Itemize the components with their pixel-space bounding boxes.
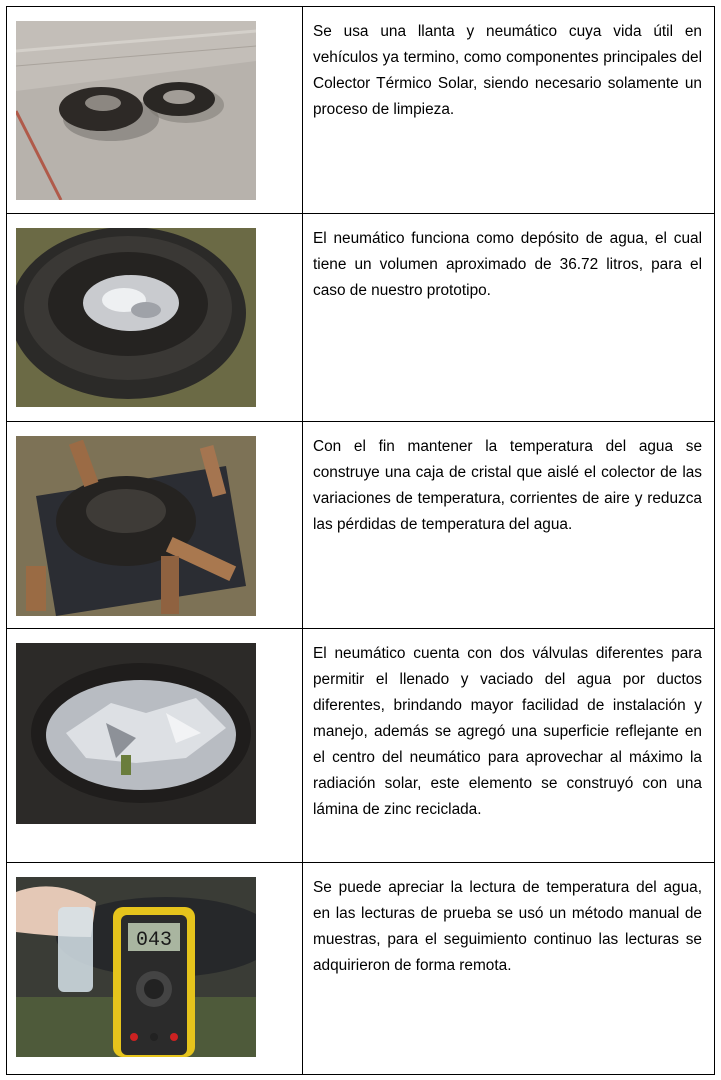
- rim-and-tire-photo: [16, 21, 256, 200]
- image-cell: [7, 629, 303, 862]
- image-cell: [7, 422, 303, 628]
- tire-interior-reflector-photo: [16, 643, 256, 824]
- image-cell: [7, 863, 303, 1074]
- tire-box-frame-photo: [16, 436, 256, 616]
- description-text: El neumático cuenta con dos válvulas diferentes para permitir el llenado y vaciado del agua por ductos diferentes, brindando mayor facilidad de instalación y manejo, además se agregó una superficie reflejante en el centro del neumático para aprovechar al máximo la radiación solar, este elemento se construyó con una lámina de zinc reciclada.: [313, 645, 702, 818]
- description-text: Con el fin mantener la temperatura del agua se construye una caja de cristal que aislé el colector de las variaciones de temperatura, corrientes de aire y reduzca las pérdidas de temperatura del agua.: [313, 438, 702, 533]
- multimeter-reading-photo: [16, 877, 256, 1057]
- image-cell: [7, 214, 303, 421]
- description-cell: [303, 214, 714, 421]
- description-cell: [303, 863, 714, 1074]
- description-cell: [303, 422, 714, 628]
- collector-description-table: [6, 6, 715, 1075]
- description-text: El neumático funciona como depósito de agua, el cual tiene un volumen aproximado de 36.72 litros, para el caso de nuestro prototipo.: [313, 230, 702, 299]
- table-row: [7, 629, 714, 863]
- description-text: Se puede apreciar la lectura de temperatura del agua, en las lecturas de prueba se usó un método manual de muestras, para el seguimiento continuo las lecturas se adquirieron de forma remota.: [313, 879, 702, 974]
- description-cell: [303, 7, 714, 213]
- description-text: Se usa una llanta y neumático cuya vida útil en vehículos ya termino, como componentes principales del Colector Térmico Solar, siendo necesario solamente un proceso de limpieza.: [313, 23, 702, 118]
- table-row: [7, 422, 714, 629]
- table-row: [7, 7, 714, 214]
- meter-display-reading: 043: [135, 929, 173, 952]
- image-cell: [7, 7, 303, 213]
- tire-with-foil-photo: [16, 228, 256, 407]
- description-cell: [303, 629, 714, 862]
- table-row: [7, 863, 714, 1074]
- table-row: [7, 214, 714, 422]
